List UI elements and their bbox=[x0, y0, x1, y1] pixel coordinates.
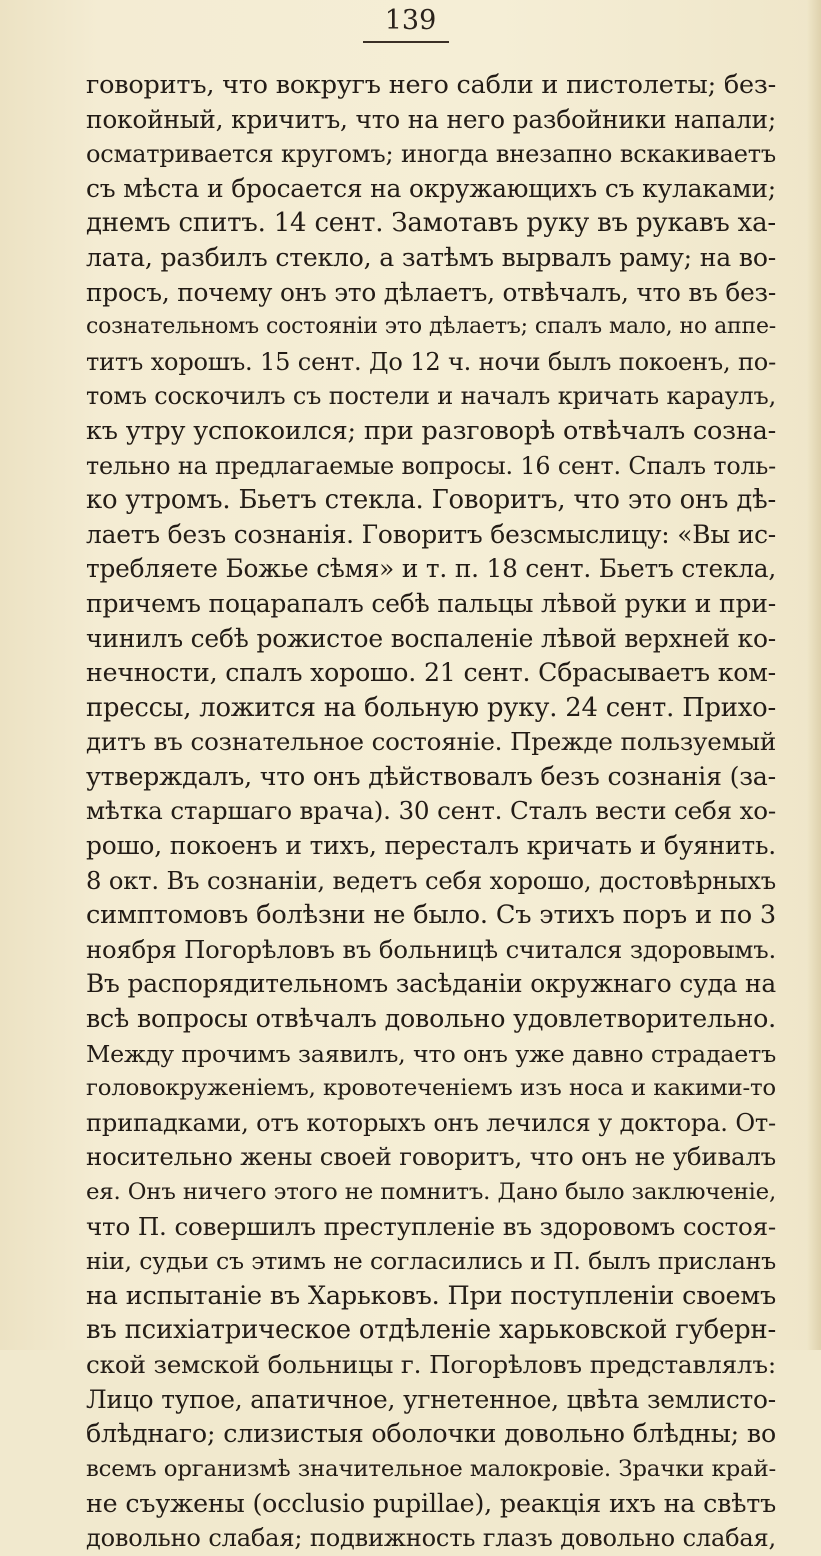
text-line: просъ, почему онъ это дѣлаетъ, отвѣчалъ, что въ без- bbox=[86, 277, 776, 307]
text-line: утверждалъ, что онъ дѣйствовалъ безъ сознанія (за- bbox=[86, 761, 776, 791]
text-line: что П. совершилъ преступленіе въ здоровомъ состоя- bbox=[86, 1211, 776, 1241]
text-line: всѣ вопросы отвѣчалъ довольно удовлетворительно. bbox=[86, 1004, 776, 1034]
text-line: головокруженіемъ, кровотеченіемъ изъ носа и какими-то bbox=[86, 1075, 776, 1102]
text-line: рошо, покоенъ и тихъ, пересталъ кричать и буянить. bbox=[86, 831, 776, 861]
text-line: носительно жены своей говоритъ, что онъ не убивалъ bbox=[86, 1142, 776, 1172]
text-line: Въ распорядительномъ засѣданіи окружнаго суда на bbox=[86, 969, 776, 999]
text-line: не съужены (occlusio pupillae), реакція ихъ на свѣтъ bbox=[86, 1488, 776, 1519]
text-line: 8 окт. Въ сознаніи, ведетъ себя хорошо, достовѣрныхъ bbox=[86, 865, 776, 895]
page-number-underline bbox=[363, 41, 449, 43]
text-line: блѣднаго; слизистыя оболочки довольно блѣдны; во bbox=[86, 1419, 776, 1449]
text-line: Лицо тупое, апатичное, угнетенное, цвѣта землисто- bbox=[86, 1384, 776, 1414]
text-line: ноября Погорѣловъ въ больницѣ считался здоровымъ. bbox=[86, 934, 776, 964]
text-line: днемъ спитъ. 14 сент. Замотавъ руку въ рукавъ ха- bbox=[86, 208, 776, 239]
body-text bbox=[86, 68, 776, 1556]
text-line: ко утромъ. Бьетъ стекла. Говоритъ, что это онъ дѣ- bbox=[86, 485, 776, 516]
text-line: нечности, спалъ хорошо. 21 сент. Сбрасываетъ ком- bbox=[86, 658, 776, 688]
text-line: чинилъ себѣ рожистое воспаленіе лѣвой верхней ко- bbox=[86, 623, 776, 653]
text-line: Между прочимъ заявилъ, что онъ уже давно страдаетъ bbox=[86, 1039, 776, 1068]
text-line: лаетъ безъ сознанія. Говоритъ безсмыслицу: «Вы ис- bbox=[86, 519, 776, 549]
text-line: томъ соскочилъ съ постели и началъ кричать караулъ, bbox=[86, 382, 776, 411]
text-line: довольно слабая; подвижность глазъ довольно слабая, bbox=[86, 1523, 776, 1552]
text-line: сознательномъ состояніи это дѣлаетъ; спалъ мало, но аппе- bbox=[86, 314, 776, 340]
page-number bbox=[0, 4, 821, 38]
text-line: причемъ поцарапалъ себѣ пальцы лѣвой руки и при- bbox=[86, 588, 776, 618]
text-line: въ психіатрическое отдѣленіе харьковской губерн- bbox=[86, 1315, 776, 1346]
text-line: мѣтка старшаго врача). 30 сент. Сталъ вести себя хо- bbox=[86, 796, 776, 826]
text-line: къ утру успокоился; при разговорѣ отвѣчалъ созна- bbox=[86, 415, 776, 446]
text-line: дитъ въ сознательное состояніе. Прежде пользуемый bbox=[86, 727, 776, 757]
text-line: съ мѣста и бросается на окружающихъ съ кулаками; bbox=[86, 173, 776, 203]
text-line: тельно на предлагаемые вопросы. 16 сент. Спалъ толь- bbox=[86, 451, 776, 480]
page-number-text: 139 bbox=[384, 5, 437, 36]
text-line: осматривается кругомъ; иногда внезапно вскакиваетъ bbox=[86, 140, 776, 169]
text-line: ской земской больницы г. Погорѣловъ представлялъ: bbox=[86, 1349, 776, 1379]
page-edge-shadow bbox=[807, 0, 821, 1350]
text-line: ея. Онъ ничего этого не помнитъ. Дано было заключеніе, bbox=[86, 1179, 776, 1205]
text-line: лата, разбилъ стекло, а затѣмъ вырвалъ раму; на во- bbox=[86, 242, 776, 272]
text-line: прессы, ложится на больную руку. 24 сент. Прихо- bbox=[86, 692, 776, 723]
text-line: говоритъ, что вокругъ него сабли и пистолеты; без- bbox=[86, 70, 776, 100]
text-line: требляете Божье сѣмя» и т. п. 18 сент. Бьетъ стекла, bbox=[86, 554, 776, 584]
text-line: ніи, судьи съ этимъ не согласились и П. былъ присланъ bbox=[86, 1247, 776, 1276]
text-line: на испытаніе въ Харьковъ. При поступленіи своемъ bbox=[86, 1280, 776, 1311]
text-line: припадками, отъ которыхъ онъ лечился у доктора. От- bbox=[86, 1108, 776, 1137]
text-line: симптомовъ болѣзни не было. Съ этихъ поръ и по 3 bbox=[86, 900, 776, 931]
text-line: титъ хорошъ. 15 сент. До 12 ч. ночи былъ покоенъ, по- bbox=[86, 347, 776, 376]
text-line: покойный, кричитъ, что на него разбойники напали; bbox=[86, 104, 776, 134]
text-line: всемъ организмѣ значительное малокровіе. Зрачки край- bbox=[86, 1455, 776, 1482]
